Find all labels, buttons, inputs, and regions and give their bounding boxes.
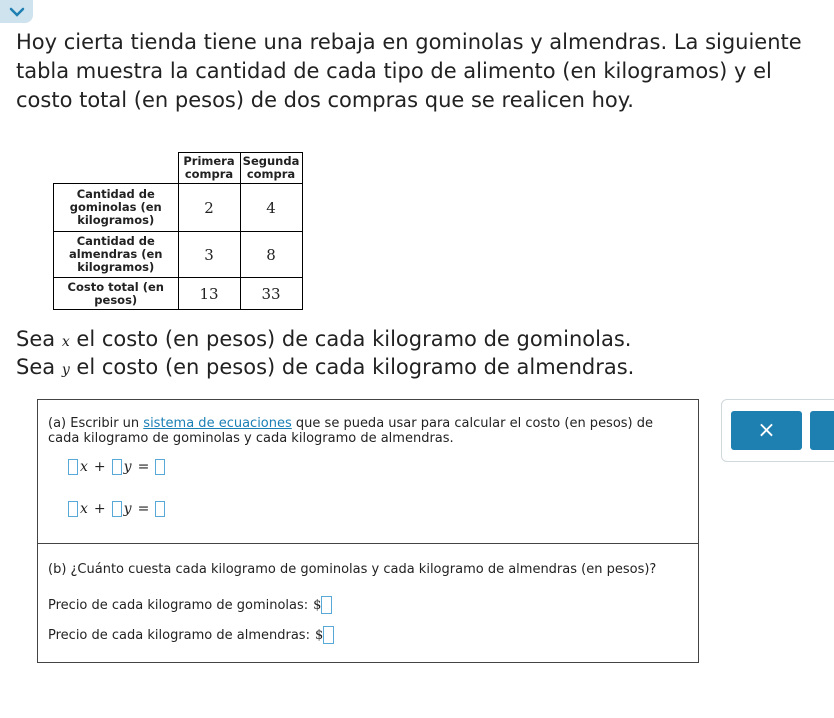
cell-value: 2 [178,184,240,232]
cell-value: 33 [240,278,302,310]
part-a [38,400,698,544]
table-row [54,184,303,232]
row-label: Cantidad de gominolas (en kilogramos) [54,184,179,232]
cell-value: 3 [178,232,240,278]
chevron-down-icon [9,7,25,17]
price-gominolas-input[interactable] [321,596,332,614]
price-almendras-row: Precio de cada kilogramo de almendras: $ [48,626,334,644]
table-row [54,232,303,278]
definition-x: Sea x el costo (en pesos) de cada kilogramo de gominolas. [16,327,632,351]
purchase-table [53,152,303,310]
const-input-2[interactable] [155,501,165,517]
sistema-de-ecuaciones-link[interactable]: sistema de ecuaciones [143,416,292,431]
row-label: Costo total (en pesos) [54,278,179,310]
clear-button[interactable] [731,411,802,450]
variable-x: x [61,334,70,350]
undo-button[interactable] [810,411,834,450]
part-a-prompt: (a) Escribir un sistema de ecuaciones que se pueda usar para calcular el costo (en pesos) de cada kilogramo de gominolas y cada kilogramo de almendras. [48,416,654,446]
coef-y-input-2[interactable] [112,501,122,517]
row-label: Cantidad de almendras (en kilogramos) [54,232,179,278]
problem-intro: Hoy cierta tienda tiene una rebaja en gominolas y almendras. La siguiente tabla muestra la cantidad de cada tipo de alimento (en kilogramos) y el costo total (en pesos) de dos compras que se realicen hoy. [16,30,802,112]
price-gominolas-row: Precio de cada kilogramo de gominolas: $ [48,596,332,614]
const-input-1[interactable] [155,459,165,475]
price-almendras-input[interactable] [323,626,334,644]
coef-y-input-1[interactable] [112,459,122,475]
header-segunda-compra: Segunda compra [240,153,302,184]
table-row [54,278,303,310]
variable-y: y [61,362,70,378]
coef-x-input-1[interactable] [68,459,78,475]
cell-value: 13 [178,278,240,310]
equation-2: x + y = [68,501,165,517]
definition-y: Sea y el costo (en pesos) de cada kilogramo de almendras. [16,355,635,379]
question-box [37,399,699,663]
header-primera-compra: Primera compra [178,153,240,184]
equation-1: x + y = [68,459,165,475]
answer-tools-panel [721,399,834,462]
part-b-prompt: (b) ¿Cuánto cuesta cada kilogramo de gominolas y cada kilogramo de almendras (en pesos)? [48,562,657,577]
cell-value: 4 [240,184,302,232]
coef-x-input-2[interactable] [68,501,78,517]
cell-value: 8 [240,232,302,278]
collapse-toggle[interactable] [0,0,33,23]
close-icon: × [757,418,776,443]
